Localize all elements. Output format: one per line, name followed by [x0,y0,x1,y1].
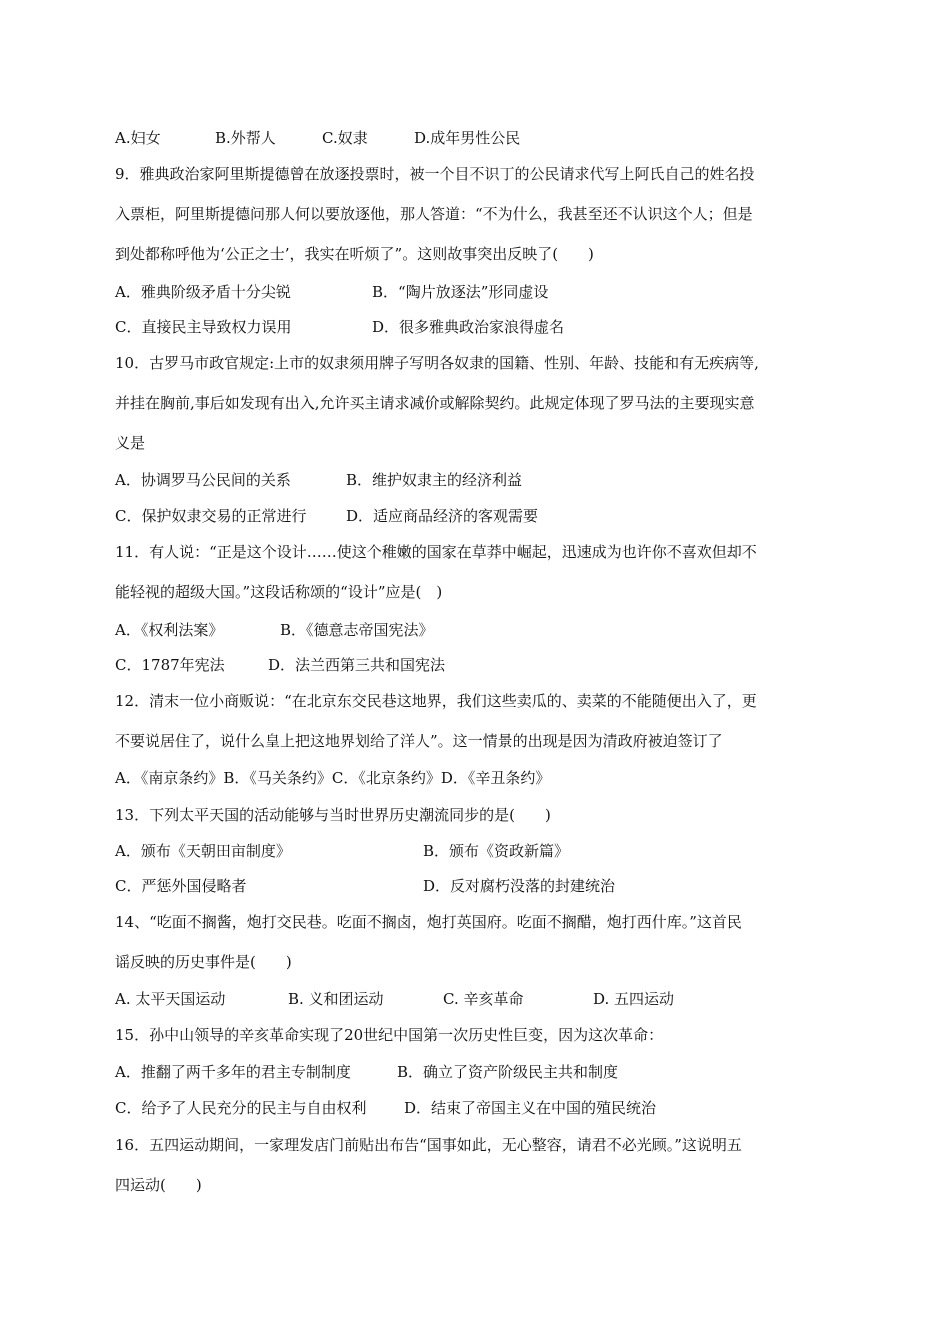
q9-option-b: B．“陶片放逐法”形同虚设 [372,283,549,301]
q10-option-a: A．协调罗马公民间的关系 [115,471,291,489]
q10-stem-line-2: 并挂在胸前,事后如发现有出入,允许买主请求减价或解除契约。此规定体现了罗马法的主要现实意 [115,394,755,412]
q15-option-c: C．给予了人民充分的民主与自由权利 [115,1099,367,1117]
q11-stem-line-1: 11．有人说：“正是这个设计……使这个稚嫩的国家在草莽中崛起，迅速成为也许你不喜欢但却不 [115,543,757,561]
q15-option-b: B．确立了资产阶级民主共和制度 [397,1063,619,1081]
q15-stem-line-1: 15．孙中山领导的辛亥革命实现了20世纪中国第一次历史性巨变，因为这次革命： [115,1026,664,1044]
q14-option-b: B. 义和团运动 [288,990,384,1008]
q13-stem-line-1: 13．下列太平天国的活动能够与当时世界历史潮流同步的是( ) [115,806,551,824]
q9-option-a: A．雅典阶级矛盾十分尖锐 [115,283,291,301]
q11-option-c: C．1787年宪法 [115,656,225,674]
q16-stem-line-2: 四运动( ) [115,1176,202,1194]
q13-option-d: D．反对腐朽没落的封建统治 [423,877,616,895]
q11-stem-line-2: 能轻视的超级大国。”这段话称颂的“设计”应是( ) [115,583,443,601]
q11-option-a: A．《权利法案》 [115,621,224,639]
q10-option-c: C．保护奴隶交易的正常进行 [115,507,307,525]
q9-stem-line-3: 到处都称呼他为‘公正之士’，我实在听烦了”。这则故事突出反映了( ) [115,245,594,263]
q8-option-c: C.奴隶 [322,129,368,147]
q14-option-c: C. 辛亥革命 [443,990,524,1008]
q13-option-a: A．颁布《天朝田亩制度》 [115,842,291,860]
q9-stem-line-2: 入票柜，阿里斯提德问那人何以要放逐他，那人答道：“不为什么，我甚至还不认识这个人；但是 [115,205,753,223]
q14-stem-line-1: 14、“吃面不搁酱，炮打交民巷。吃面不搁卤，炮打英国府。吃面不搁醋，炮打西什库。”这首民 [115,913,742,931]
q8-option-a: A.妇女 [115,129,161,147]
q8-option-b: B.外帮人 [215,129,276,147]
q13-option-c: C．严惩外国侵略者 [115,877,247,895]
q16-stem-line-1: 16．五四运动期间，一家理发店门前贴出布告“国事如此，无心整容，请君不必光顾。”这说明五 [115,1136,742,1154]
q10-option-b: B．维护奴隶主的经济利益 [346,471,523,489]
q11-option-b: B．《德意志帝国宪法》 [280,621,434,639]
q9-stem-line-1: 9．雅典政治家阿里斯提德曾在放逐投票时，被一个目不识丁的公民请求代写上阿氏自己的姓名投 [115,165,755,183]
q9-option-c: C．直接民主导致权力误用 [115,318,292,336]
q12-stem-line-2: 不要说居住了，说什么皇上把这地界划给了洋人”。这一情景的出现是因为清政府被迫签订了 [115,732,723,750]
q14-stem-line-2: 谣反映的历史事件是( ) [115,953,292,971]
q10-option-d: D．适应商品经济的客观需要 [346,507,539,525]
q15-option-a: A．推翻了两千多年的君主专制制度 [115,1063,351,1081]
q11-option-d: D．法兰西第三共和国宪法 [268,656,446,674]
q14-option-d: D. 五四运动 [593,990,675,1008]
q12-options-line: A．《南京条约》B．《马关条约》C．《北京条约》D．《辛丑条约》 [115,769,551,787]
q10-stem-line-1: 10．古罗马市政官规定:上市的奴隶须用牌子写明各奴隶的国籍、性别、年龄、技能和有无疾病等, [115,354,759,372]
q10-stem-line-3: 义是 [115,434,146,452]
q15-option-d: D．结束了帝国主义在中国的殖民统治 [404,1099,657,1117]
q12-stem-line-1: 12．清末一位小商贩说：“在北京东交民巷这地界，我们这些卖瓜的、卖菜的不能随便出入了，更 [115,692,757,710]
q13-option-b: B．颁布《资政新篇》 [423,842,570,860]
q14-option-a: A. 太平天国运动 [115,990,226,1008]
q8-option-d: D.成年男性公民 [414,129,521,147]
q9-option-d: D．很多雅典政治家浪得虚名 [372,318,565,336]
